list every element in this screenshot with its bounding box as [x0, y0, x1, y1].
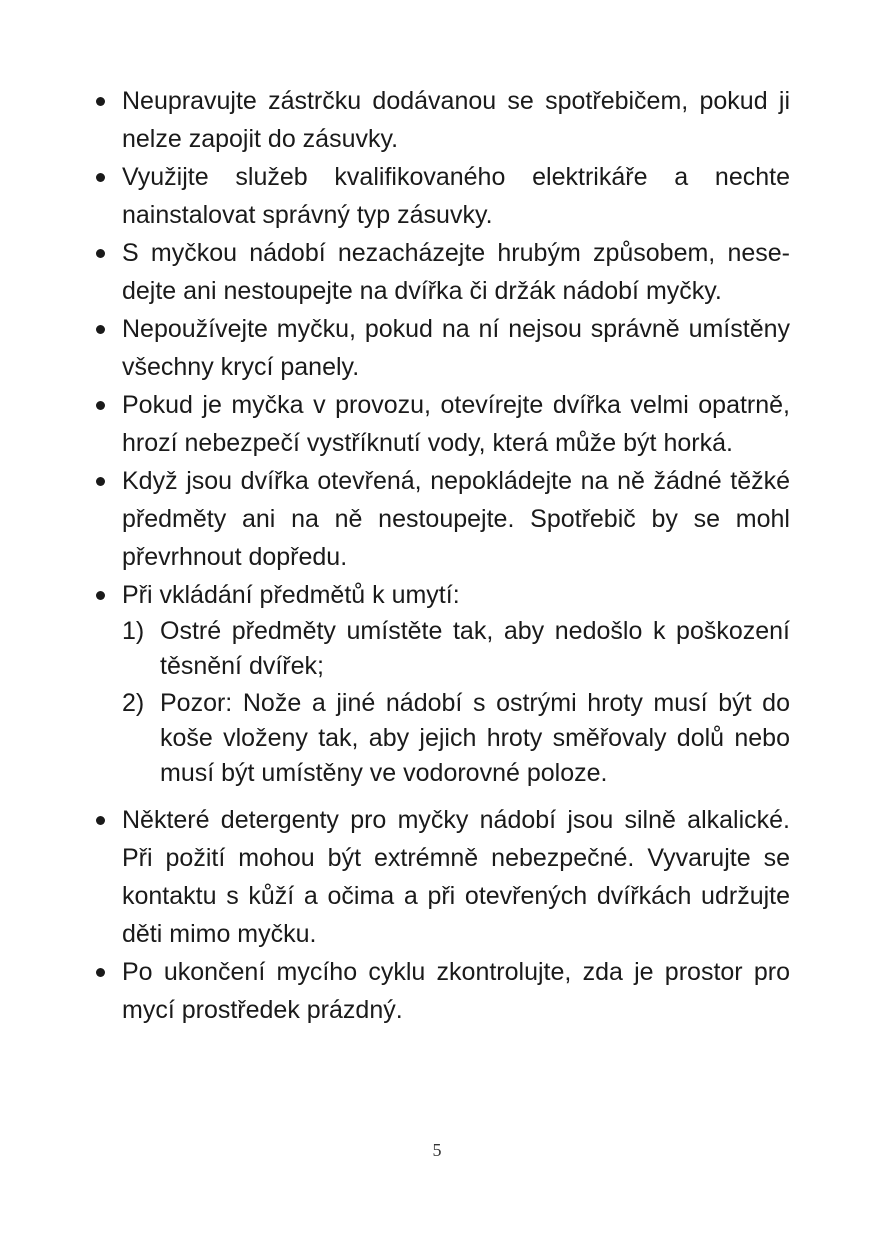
sublist-item: [122, 614, 790, 684]
bullet-icon: [96, 325, 105, 334]
list-item: [90, 801, 790, 953]
list-item: [90, 386, 790, 462]
sublist-item-text: Pozor: Nože a jiné nádobí s ostrými hroty musí být do koše vloženy tak, aby jejich hroty směřovaly dolů nebo musí být umístěny ve vodorovné poloze.: [160, 689, 790, 787]
list-item-text: Nepoužívejte myčku, pokud na ní nejsou správně umístěny všechny krycí panely.: [122, 315, 790, 381]
bullet-icon: [96, 249, 105, 258]
bullet-icon: [96, 97, 105, 106]
list-item: [90, 158, 790, 234]
sublist-item-number: 2): [122, 689, 145, 717]
list-item: [90, 953, 790, 1029]
page-number: 5: [432, 1140, 442, 1160]
list-item-text: Když jsou dvířka otevřená, nepokládejte na ně žádné těžké předměty ani na ně nestoupejte. Spotřebič by se mohl převrhnout dopředu.: [122, 467, 790, 571]
list-item-text: Neupravujte zástrčku dodávanou se spotřebičem, pokud ji nelze zapojit do zásuvky.: [122, 87, 790, 153]
list-item: [90, 82, 790, 158]
list-item: [90, 576, 790, 791]
list-item: [90, 462, 790, 576]
numbered-sublist: [122, 614, 790, 791]
bullet-icon: [96, 968, 105, 977]
list-item-text: Při vkládání předmětů k umytí:: [122, 581, 460, 609]
bullet-icon: [96, 591, 105, 600]
bullet-icon: [96, 816, 105, 825]
safety-instructions: [90, 82, 790, 1029]
sublist-item-number: 1): [122, 617, 145, 645]
bullet-icon: [96, 477, 105, 486]
list-item-text: Po ukončení mycího cyklu zkontrolujte, zda je prostor pro mycí prostředek prázdný.: [122, 958, 790, 1024]
list-item: [90, 234, 790, 310]
sublist-item-text: Ostré předměty umístěte tak, aby nedošlo k poškození těsnění dvířek;: [160, 617, 790, 680]
list-item: [90, 310, 790, 386]
bullet-icon: [96, 401, 105, 410]
list-item-text: S myčkou nádobí nezacházejte hrubým způsobem, nesedejte ani nestoupejte na dvířka či držák nádobí myčky.: [122, 239, 790, 305]
list-item-text: Pokud je myčka v provozu, otevírejte dvířka velmi opatrně, hrozí nebezpečí vystříknutí vody, která může být horká.: [122, 391, 790, 457]
list-item-text: Využijte služeb kvalifikovaného elektrikáře a nechte nainstalovat správný typ zásuvky.: [122, 163, 790, 229]
bullet-icon: [96, 173, 105, 182]
bullet-list: [90, 82, 790, 1029]
list-item-text: Některé detergenty pro myčky nádobí jsou silně alkalické. Při požití mohou být extrémně nebezpečné. Vyvarujte se kontaktu s kůží a očima a při otevřených dvířkách udržujte děti mimo myčku.: [122, 806, 790, 948]
sublist-item: [122, 686, 790, 791]
